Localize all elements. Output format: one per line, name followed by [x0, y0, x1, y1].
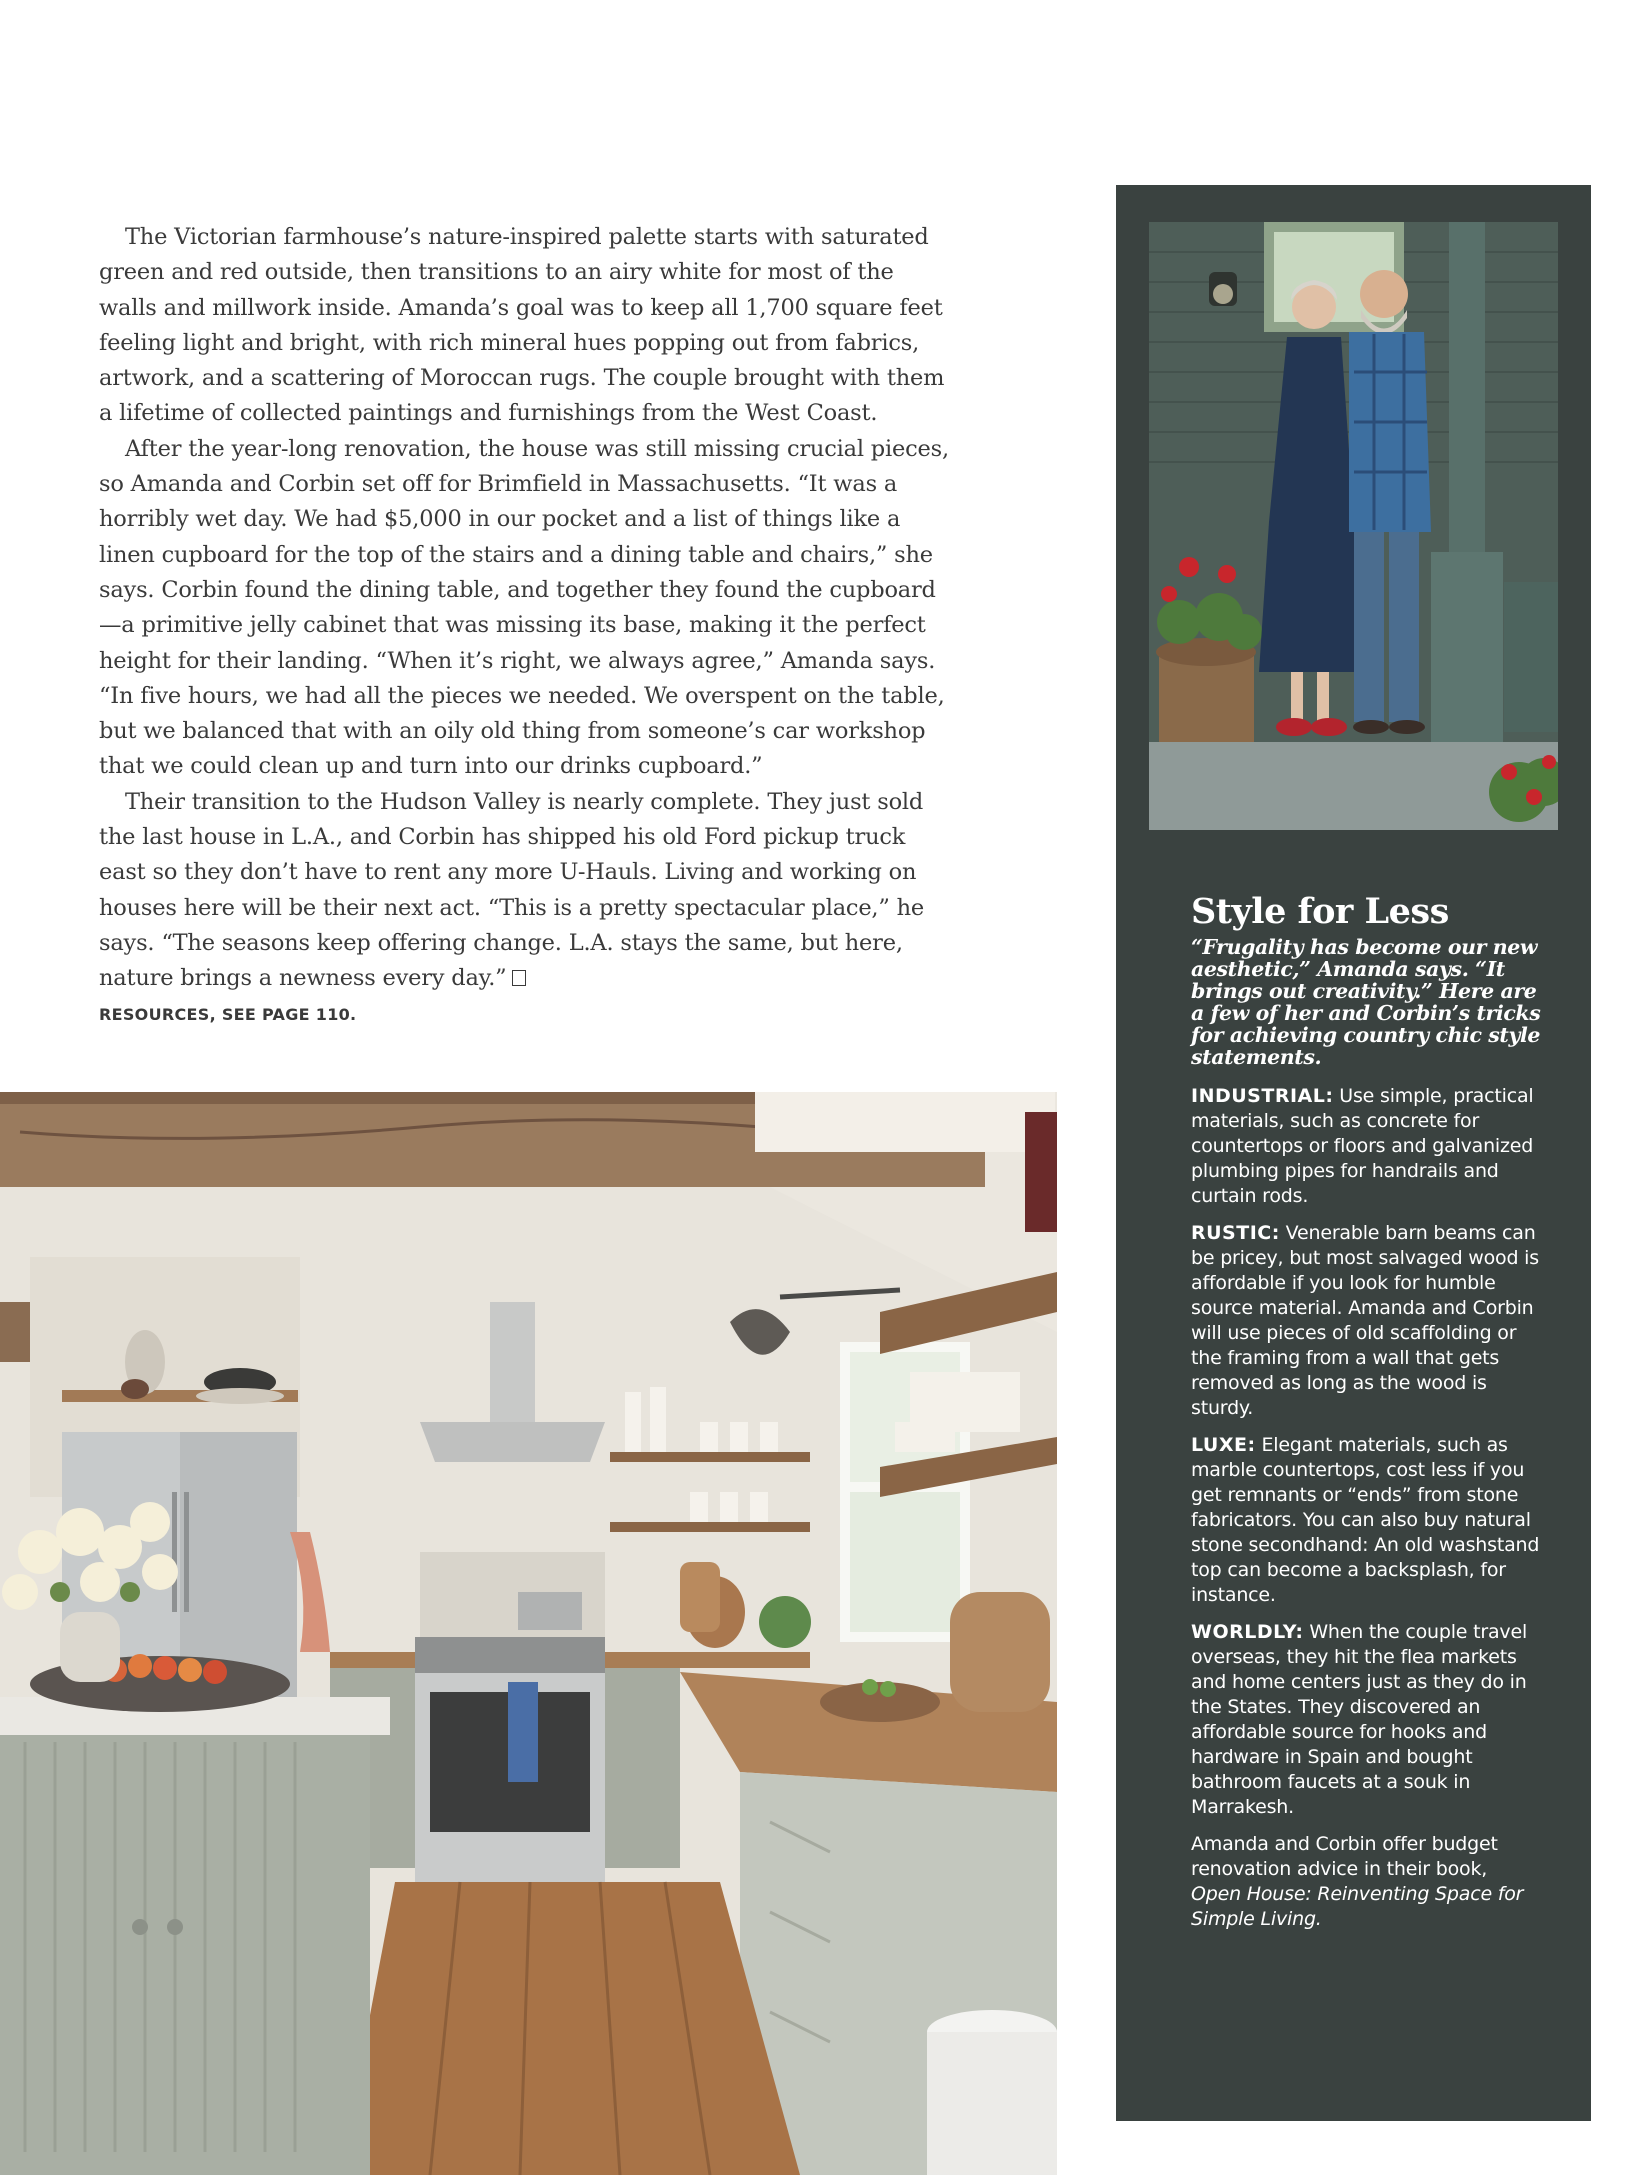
tip-text: When the couple travel overseas, they hit the flea markets and home centers just as they do in the States. They discovered an affordable source for hooks and hardware in Spain and bought bathroom faucets at a souk in Marrakesh.	[1191, 1621, 1528, 1818]
book-title: Open House: Reinventing Space for Simple Living.	[1191, 1883, 1524, 1930]
book-note-text: Amanda and Corbin offer budget renovation advice in their book,	[1191, 1833, 1498, 1880]
couple-portrait-photo	[1149, 222, 1558, 830]
resources-note: RESOURCES, SEE PAGE 110.	[99, 1005, 357, 1024]
article-paragraph: After the year-long renovation, the house was still missing crucial pieces, so Amanda and Corbin set off for Brimfield in Massachusetts. “It was a horribly wet day. We had $5,000 in our pocket and a list of things like a linen cupboard for the top of the stairs and a dining table and chairs,” she says. Corbin found the dining table, and together they found the cupboard—a primitive jelly cabinet that was missing its base, making it the perfect height for their landing. “When it’s right, we always agree,” Amanda says. “In five hours, we had all the pieces we needed. We overspent on the table, but we balanced that with an oily old thing from someone’s car workshop that we could clean up and turn into our drinks cupboard.”	[99, 435, 949, 780]
style-for-less-box	[1191, 890, 1541, 1932]
tip-label: WORLDLY:	[1191, 1621, 1304, 1643]
end-mark-icon	[512, 970, 526, 986]
sidebar-intro: “Frugality has become our new aesthetic,” Amanda says. “It brings out creativity.” Here are a few of her and Corbin’s tricks for achieving country chic style statements.	[1191, 935, 1541, 1069]
tip-text: Venerable barn beams can be pricey, but most salvaged wood is affordable if you look for humble source material. Amanda and Corbin will use pieces of old scaffolding or the framing from a wall that gets removed as long as the wood is sturdy.	[1191, 1222, 1539, 1419]
sidebar-title: Style for Less	[1191, 891, 1449, 932]
tip-rustic	[1191, 1221, 1541, 1421]
tip-luxe	[1191, 1433, 1541, 1608]
tip-label: INDUSTRIAL:	[1191, 1085, 1334, 1107]
article-body	[99, 220, 949, 997]
tip-worldly	[1191, 1620, 1541, 1820]
tip-label: RUSTIC:	[1191, 1222, 1280, 1244]
article-paragraph	[99, 785, 949, 997]
tip-text: Use simple, practical materials, such as concrete for countertops or floors and galvanized plumbing pipes for handrails and curtain rods.	[1191, 1085, 1534, 1207]
article-paragraph-text: Their transition to the Hudson Valley is nearly complete. They just sold the last house in L.A., and Corbin has shipped his old Ford pickup truck east so they don’t have to rent any more U-Hauls. Living and working on houses here will be their next act. “This is a pretty spectacular place,” he says. “The seasons keep offering change. L.A. stays the same, but here, nature brings a newness every day.”	[99, 788, 925, 992]
tip-industrial	[1191, 1084, 1541, 1209]
tip-text: Elegant materials, such as marble countertops, cost less if you get remnants or “ends” from stone fabricators. You can also buy natural stone secondhand: An old washstand top can become a backsplash, for instance.	[1191, 1434, 1540, 1606]
tip-label: LUXE:	[1191, 1434, 1256, 1456]
kitchen-photo	[0, 1092, 1057, 2175]
book-note	[1191, 1832, 1541, 1932]
article-paragraph: The Victorian farmhouse’s nature-inspired palette starts with saturated green and red outside, then transitions to an airy white for most of the walls and millwork inside. Amanda’s goal was to keep all 1,700 square feet feeling light and bright, with rich mineral hues popping out from fabrics, artwork, and a scattering of Moroccan rugs. The couple brought with them a lifetime of collected paintings and furnishings from the West Coast.	[99, 224, 945, 427]
